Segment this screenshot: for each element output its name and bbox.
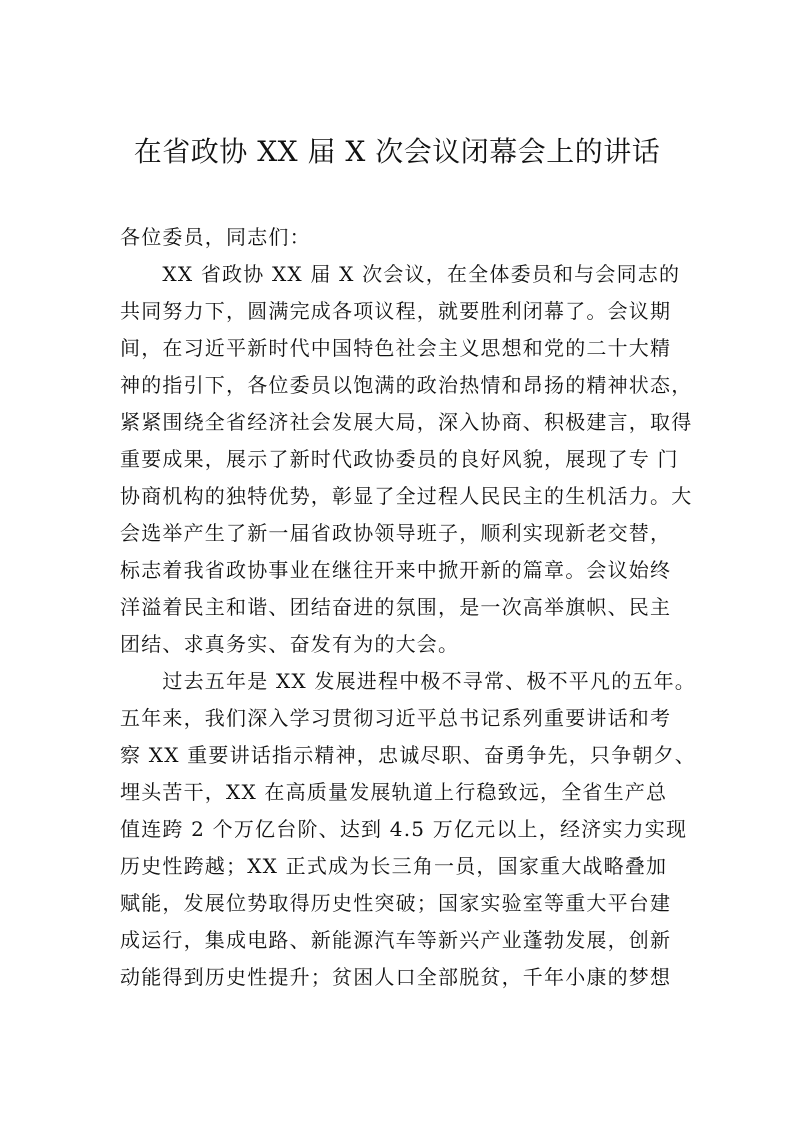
body-line: 协商机构的独特优势，彰显了全过程人民民主的生机活力。大 [120, 484, 693, 508]
body-line: 会选举产生了新一届省政协领导班子，顺利实现新老交替， [120, 521, 672, 545]
body-line: 过去五年是 XX 发展进程中极不寻常、极不平凡的五年。 [120, 669, 696, 693]
body-line: 察 XX 重要讲话指示精神，忠诚尽职、奋勇争先，只争朝夕、 [120, 743, 696, 767]
body-line: 间，在习近平新时代中国特色社会主义思想和党的二十大精 [120, 336, 672, 360]
body-line: 值连跨 2 个万亿台阶、达到 4.5 万亿元以上，经济实力实现 [120, 817, 688, 841]
body-line: 埋头苦干，XX 在高质量发展轨道上行稳致远，全省生产总 [120, 780, 668, 804]
body-line: 洋溢着民主和谐、团结奋进的氛围，是一次高举旗帜、民主 [120, 595, 672, 619]
body-line: 标志着我省政协事业在继往开来中掀开新的篇章。会议始终 [120, 558, 672, 582]
body-line: 五年来，我们深入学习贯彻习近平总书记系列重要讲话和考 [120, 706, 672, 730]
body-line: 赋能，发展位势取得历史性突破；国家实验室等重大平台建 [120, 891, 672, 915]
body-line: 重要成果，展示了新时代政协委员的良好风貌，展现了专 门 [120, 447, 679, 471]
body-line: 各位委员，同志们： [120, 225, 311, 249]
body-line: 团结、求真务实、奋发有为的大会。 [120, 632, 460, 656]
body-line: 动能得到历史性提升；贫困人口全部脱贫，千年小康的梦想 [120, 965, 672, 989]
body-line: 神的指引下，各位委员以饱满的政治热情和昂扬的精神状态， [120, 373, 693, 397]
body-line: 紧紧围绕全省经济社会发展大局，深入协商、积极建言，取得 [120, 410, 693, 434]
body-line: 共同努力下，圆满完成各项议程，就要胜利闭幕了。会议期 [120, 299, 672, 323]
document-title: 在省政协 XX 届 X 次会议闭幕会上的讲话 [133, 135, 661, 168]
body-line: 历史性跨越；XX 正式成为长三角一员，国家重大战略叠加 [120, 854, 668, 878]
body-line: 成运行，集成电路、新能源汽车等新兴产业蓬勃发展，创新 [120, 928, 672, 952]
body-line: XX 省政协 XX 届 X 次会议，在全体委员和与会同志的 [120, 262, 681, 286]
